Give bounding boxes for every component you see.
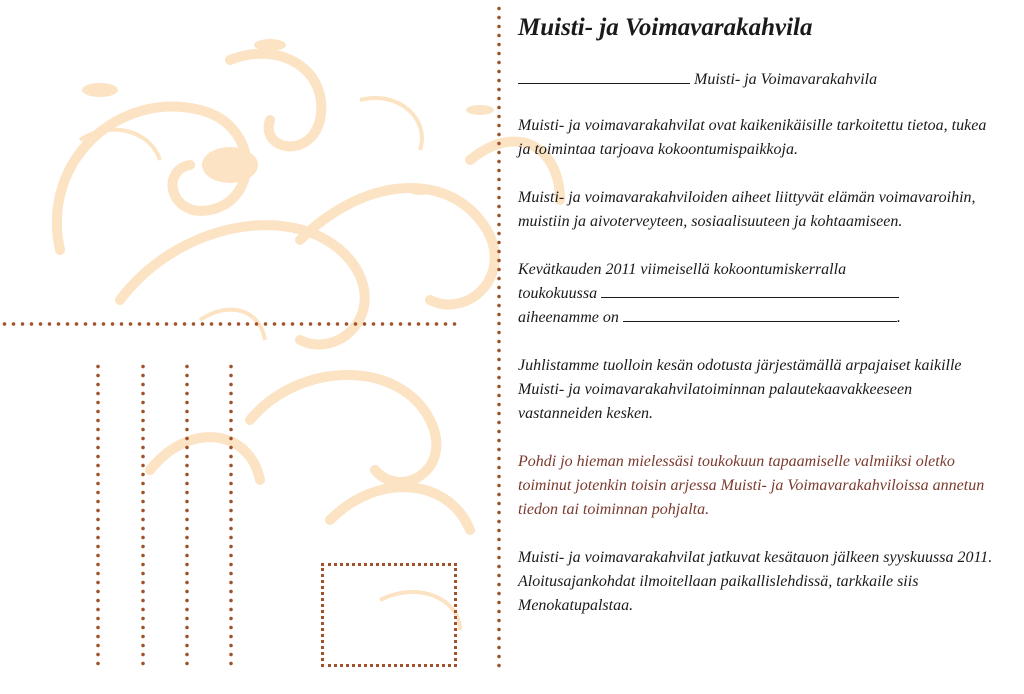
card-text [518, 8, 998, 618]
subtitle-suffix: Muisti- ja Voimavarakahvila [694, 71, 878, 88]
spring-line3: aiheenamme on [518, 309, 619, 326]
address-line [96, 362, 100, 668]
spring-line2: toukokuussa [518, 285, 598, 302]
paragraph-intro: Muisti- ja voimavarakahvilat ovat kaikenikäisille tarkoitettu tietoa, tukea ja toimintaa tarjoava kokoontumispaikkoja. [518, 117, 987, 158]
paragraph-autumn: Muisti- ja voimavarakahvilat jatkuvat kesätauon jälkeen syyskuussa 2011. Aloitusajankohdat ilmoitellaan paikallislehdissä, tarkkaile siis Menokatupalstaa. [518, 549, 993, 614]
subtitle-line [518, 68, 998, 92]
paragraph-reflect: Pohdi jo hieman mielessäsi toukokuun tapaamiselle valmiiksi oletko toiminut jotenkin toisin arjessa Muisti- ja Voimavarakahviloissa annetun tiedon tai toiminnan pohjalta. [518, 453, 985, 518]
stamp-box [321, 563, 457, 667]
paragraph-topics: Muisti- ja voimavarakahviloiden aiheet liittyvät elämän voimavaroihin, muistiin ja aivoterveyteen, sosiaalisuuteen ja kohtaamiseen. [518, 189, 976, 230]
spring-end: . [896, 309, 901, 326]
paragraph-spring [518, 258, 998, 330]
card-title: Muisti- ja Voimavarakahvila [518, 14, 813, 41]
topic-blank [623, 307, 897, 322]
address-line [141, 362, 145, 668]
center-dotted-divider [497, 4, 501, 672]
date-blank [601, 283, 899, 298]
name-blank [518, 69, 690, 84]
horizontal-dotted-divider [0, 322, 460, 326]
paragraph-lottery: Juhlistamme tuolloin kesän odotusta järjestämällä arpajaiset kaikille Muisti- ja voimavarakahvilatoiminnan palautekaavakkeeseen vastanneiden kesken. [518, 357, 962, 422]
address-line [229, 362, 233, 668]
spring-line1: Kevätkauden 2011 viimeisellä kokoontumiskerralla [518, 261, 847, 278]
address-line [185, 362, 189, 668]
